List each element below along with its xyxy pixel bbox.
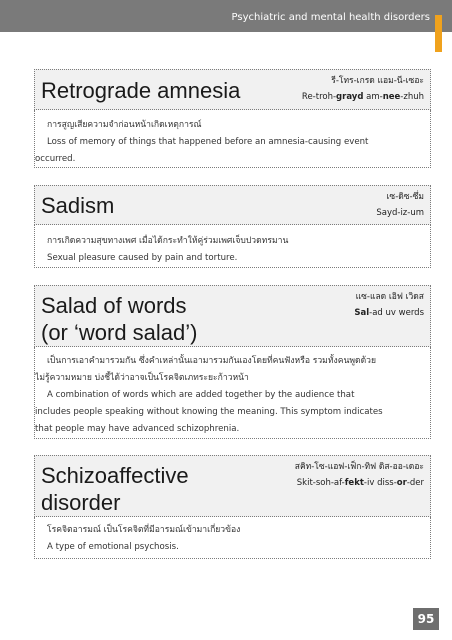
definition-thai: การสูญเสียความจำก่อนหน้าเกิดเหตุการณ์ — [47, 120, 202, 130]
page-number-box — [413, 608, 439, 630]
term-title-line-1: Schizoaffective — [41, 463, 189, 488]
definition-thai: การเกิดความสุขทางเพศ เมื่อได้กระทำให้คู่ร่วมเพศเจ็บปวดทรมาน — [47, 236, 289, 246]
pronunciation-thai: แซ-แลด เอิฟ เวิดส — [355, 292, 424, 302]
term-title-line-1: Salad of words — [41, 293, 187, 318]
definition-box — [34, 110, 431, 168]
definition-english: Sexual pleasure caused by pain and torture. — [47, 253, 238, 263]
term-box — [34, 69, 431, 110]
term-box — [34, 185, 431, 225]
pronunciation-thai: เซ-ดิซ-ซึ่ม — [386, 192, 424, 202]
page-number: 95 — [417, 612, 435, 626]
pronunciation-english: Re-troh-grayd am-nee-zhuh — [301, 92, 424, 102]
term-title: Retrograde amnesia — [41, 78, 241, 103]
section-title: Psychiatric and mental health disorders — [231, 12, 430, 23]
pronunciation-english: Skit-soh-af-fekt-iv diss-or-der — [296, 478, 424, 488]
definition-english: A combination of words which are added together by the audience that — [47, 390, 355, 400]
definition-box — [34, 347, 431, 439]
term-title-line-2: (or ‘word salad’) — [41, 320, 198, 345]
definition-english: Loss of memory of things that happened before an amnesia-causing event — [47, 137, 369, 147]
term-title: Sadism — [41, 193, 115, 218]
definition-box — [34, 517, 431, 559]
pronunciation-thai: รี-โทร-เกรด แอม-นี-เซอะ — [331, 76, 424, 86]
term-title-line-2: disorder — [41, 490, 121, 515]
definition-thai: โรคจิตอารมณ์ เป็นโรคจิตที่มีอารมณ์เข้ามาเกี่ยวข้อง — [47, 525, 241, 535]
term-box — [34, 455, 431, 517]
definition-thai: เป็นการเอาคำมารวมกัน ซึ่งคำเหล่านั้นเอามารวมกันเองโดยที่คนฟังหรือ รวมทั้งคนพูดด้วย — [47, 356, 377, 366]
pronunciation-english: Sayd-iz-um — [376, 208, 424, 218]
definition-box — [34, 225, 431, 268]
pronunciation-thai: สคิท-โซ-แอฟ-เฟ็ก-ทิฟ ดิส-ออ-เดอะ — [294, 462, 424, 472]
definition-english: A type of emotional psychosis. — [47, 542, 179, 552]
pronunciation-english: Sal-ad uv werds — [354, 308, 424, 318]
definition-english-continued-2: that people may have advanced schizophrenia. — [35, 424, 240, 434]
definition-thai-continued: ไม่รู้ความหมาย บ่งชี้ได้ว่าอาจเป็นโรคจิตเภทระยะก้าวหน้า — [35, 373, 249, 383]
header-accent-bar — [435, 15, 442, 52]
term-box — [34, 285, 431, 347]
definition-english-continued: occurred. — [35, 154, 76, 164]
definition-english-continued-1: includes people speaking without knowing the meaning. This symptom indicates — [35, 407, 383, 417]
